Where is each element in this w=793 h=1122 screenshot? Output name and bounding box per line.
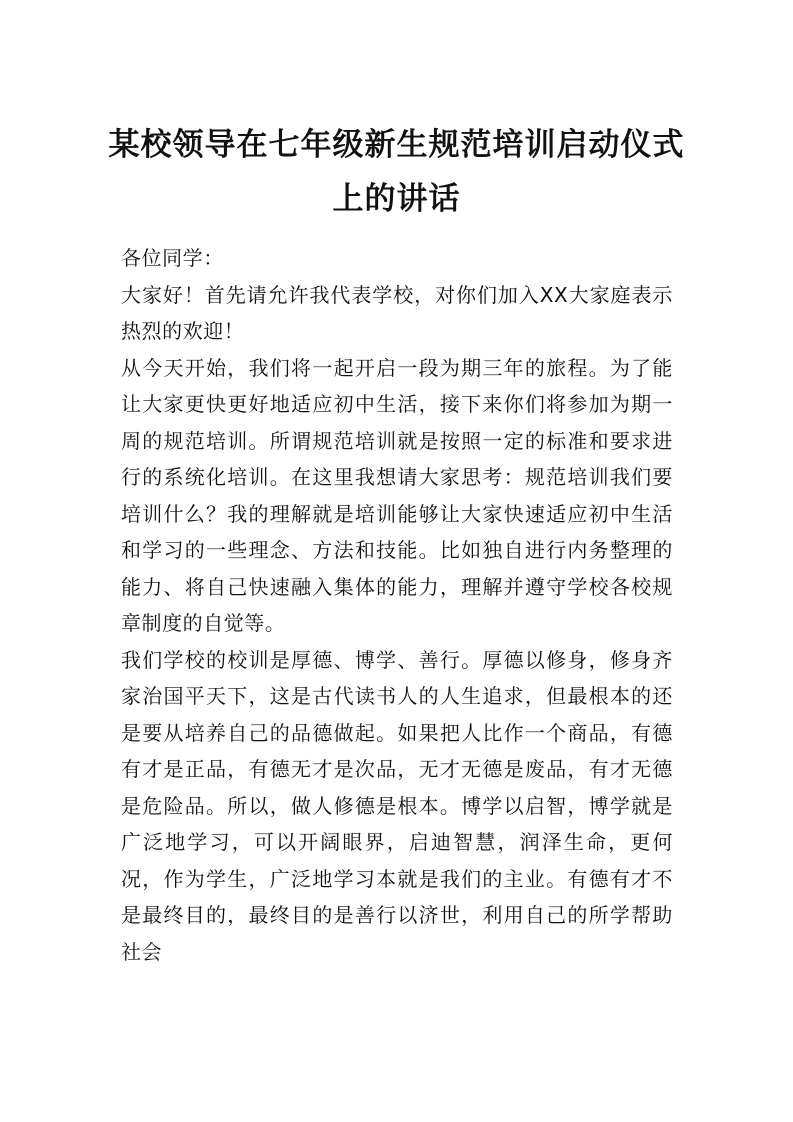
greeting: 各位同学： (121, 246, 224, 270)
title-line-1: 某校领导在七年级新生规范培训启动仪式 (108, 127, 685, 163)
title-line-2: 上的讲话 (332, 181, 461, 217)
paragraph-training: 从今天开始，我们将一起开启一段为期三年的旅程。为了能让大家更快更好地适应初中生活，接下来你们将参加为期一周的规范培训。所谓规范培训就是按照一定的标准和要求进行的系统化培训。在这里我想请大家思考：规范培训我们要培训什么？我的理解就是培训能够让大家快速适应初中生活和学习的一些理念、方法和技能。比如独自进行内务整理的能力、将自己快速融入集体的能力，理解并遵守学校各校规章制度的自觉等。 (121, 355, 673, 635)
paragraph-welcome: 大家好！首先请允许我代表学校，对你们加入XX大家庭表示热烈的欢迎！ (121, 282, 673, 343)
paragraph-school-motto: 我们学校的校训是厚德、博学、善行。厚德以修身，修身齐家治国平天下，这是古代读书人的人生追求，但最根本的还是要从培养自己的品德做起。如果把人比作一个商品，有德有才是正品，有德无才是次品，无才无德是废品，有才无德是危险品。所以，做人修德是根本。博学以启智，博学就是广泛地学习，可以开阔眼界，启迪智慧，润泽生命，更何况，作为学生，广泛地学习本就是我们的主业。有德有才不是最终目的，最终目的是善行以济世，利用自己的所学帮助社会 (121, 647, 673, 964)
document-title (100, 118, 693, 226)
document-body (121, 240, 673, 970)
